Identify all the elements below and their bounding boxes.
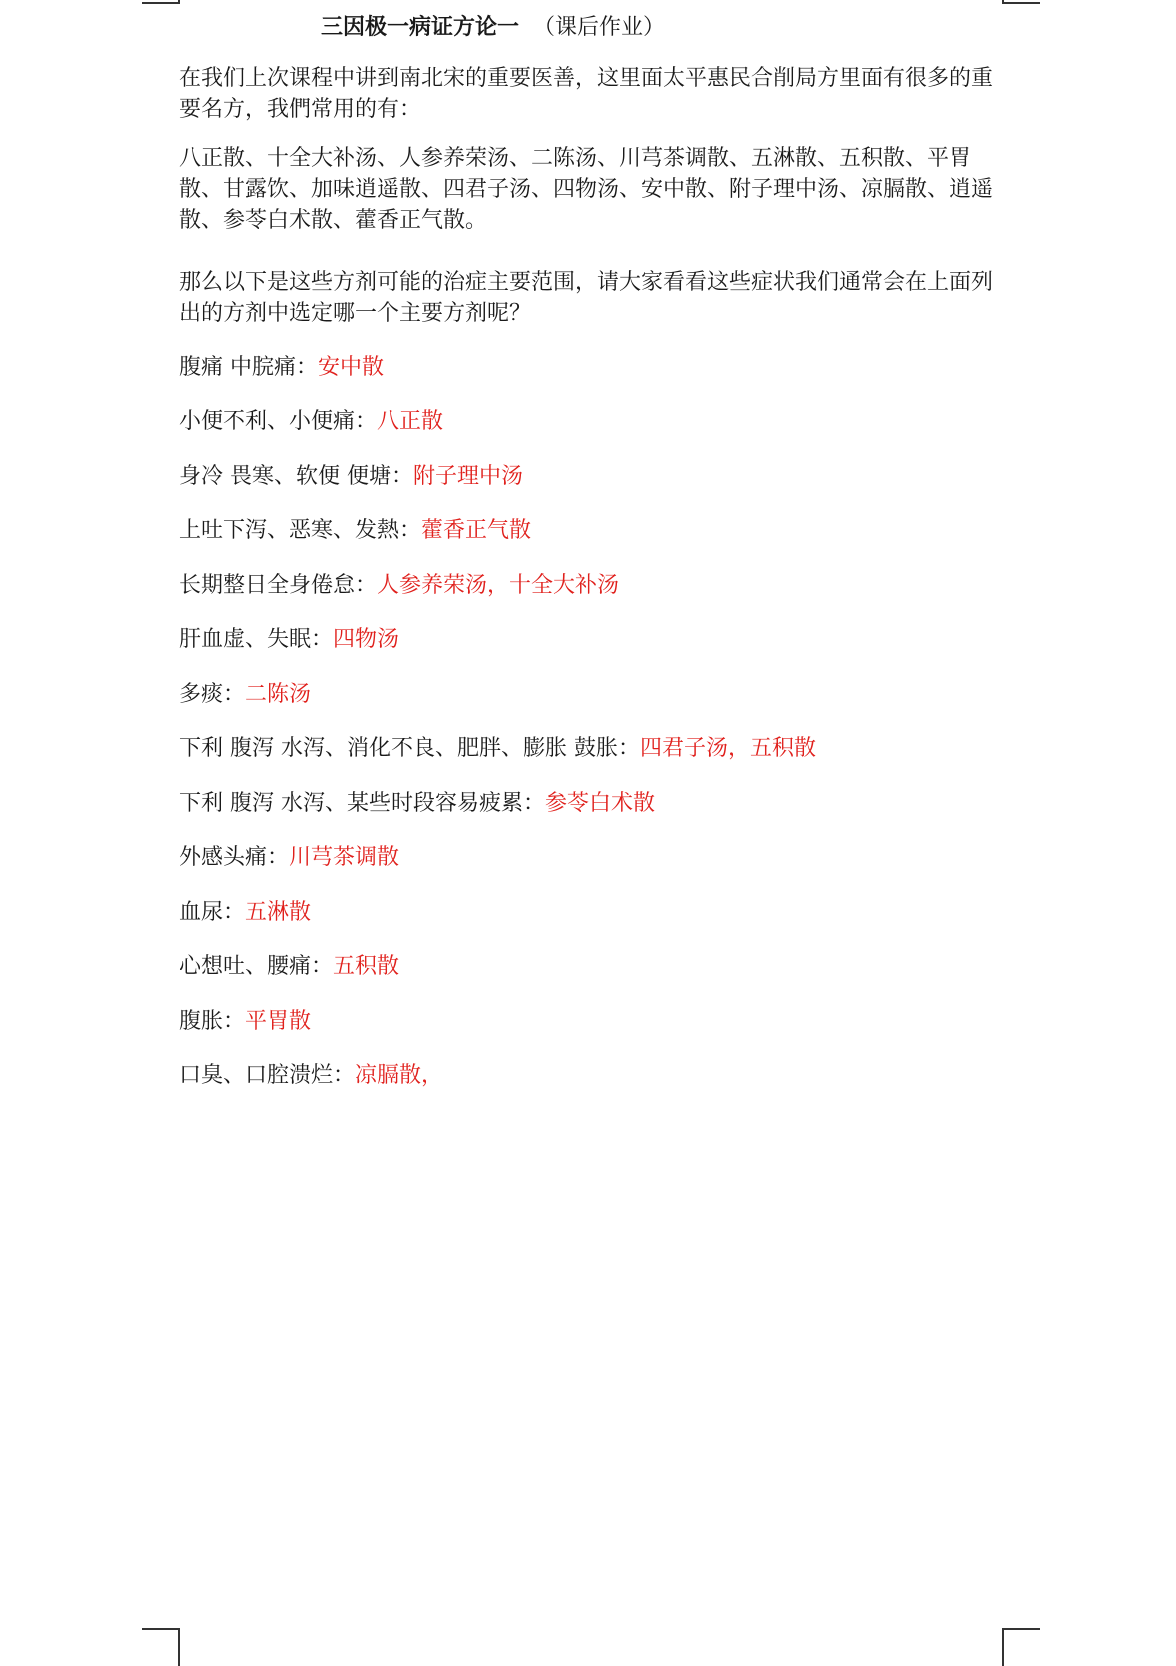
qa-row (179, 515, 531, 547)
answer-text: 五积散 (333, 954, 400, 979)
symptom-text: 多痰： (179, 682, 246, 707)
crop-mark-bottom-left (142, 1628, 180, 1666)
qa-row (179, 842, 399, 874)
qa-row (179, 788, 655, 820)
symptom-text: 下利 腹泻 水泻、某些时段容易疲累： (179, 791, 545, 816)
qa-row (179, 406, 443, 438)
qa-row (179, 679, 311, 711)
answer-text: 藿香正气散 (421, 518, 532, 543)
qa-row (179, 733, 816, 765)
symptom-text: 外感头痛： (179, 845, 290, 870)
qa-row (179, 1006, 311, 1038)
answer-text: 四君子汤，五积散 (639, 736, 816, 761)
symptom-text: 肝血虚、失眠： (179, 627, 334, 652)
document-title: 三因极一病证方论一 (321, 15, 520, 40)
answer-text: 人参养荣汤，十全大补汤 (377, 573, 620, 598)
symptom-text: 身冷 畏寒、软便 便塘： (179, 464, 413, 489)
question-paragraph: 那么以下是这些方剂可能的治症主要范围，请大家看看这些症状我们通常会在上面列出的方剂中选定哪一个主要方剂呢？ (179, 270, 994, 326)
qa-row (179, 951, 399, 983)
symptom-text: 上吐下泻、恶寒、发熱： (179, 518, 422, 543)
symptom-text: 下利 腹泻 水泻、消化不良、肥胖、膨胀 鼓胀： (179, 736, 640, 761)
answer-text: 四物汤 (333, 627, 400, 652)
qa-row (179, 1060, 443, 1092)
document-subtitle: （课后作业） (533, 15, 666, 40)
crop-mark-bottom-right (1002, 1628, 1040, 1666)
answer-text: 二陈汤 (245, 682, 312, 707)
answer-text: 八正散 (377, 409, 444, 434)
symptom-text: 血尿： (179, 900, 246, 925)
answer-text: 平胃散 (245, 1009, 312, 1034)
answer-text: 安中散 (318, 355, 385, 380)
qa-row (179, 352, 384, 384)
answer-text: 附子理中汤 (413, 464, 524, 489)
qa-row (179, 897, 311, 929)
title-line (321, 12, 665, 44)
answer-text: 参苓白术散 (545, 791, 656, 816)
crop-mark-top-left (142, 0, 180, 4)
answer-text: 川芎茶调散 (289, 845, 400, 870)
symptom-text: 腹胀： (179, 1009, 246, 1034)
crop-mark-top-right (1002, 0, 1040, 4)
formula-list-paragraph: 八正散、十全大补汤、人参养荣汤、二陈汤、川芎茶调散、五淋散、五积散、平胃散、甘露饮、加味逍遥散、四君子汤、四物汤、安中散、附子理中汤、凉膈散、逍遥散、参苓白术散、藿香正气散。 (179, 146, 994, 233)
symptom-text: 腹痛 中脘痛： (179, 355, 318, 380)
symptom-text: 口臭、口腔溃烂： (179, 1063, 356, 1088)
qa-row (179, 570, 619, 602)
answer-text: 五淋散 (245, 900, 312, 925)
intro-paragraph: 在我们上次课程中讲到南北宋的重要医善，这里面太平惠民合削局方里面有很多的重要名方，我們常用的有： (179, 66, 994, 122)
symptom-text: 长期整日全身倦怠： (179, 573, 378, 598)
qa-row (179, 461, 523, 493)
qa-row (179, 624, 399, 656)
symptom-text: 心想吐、腰痛： (179, 954, 334, 979)
symptom-text: 小便不利、小便痛： (179, 409, 378, 434)
answer-text: 凉膈散， (355, 1063, 444, 1088)
